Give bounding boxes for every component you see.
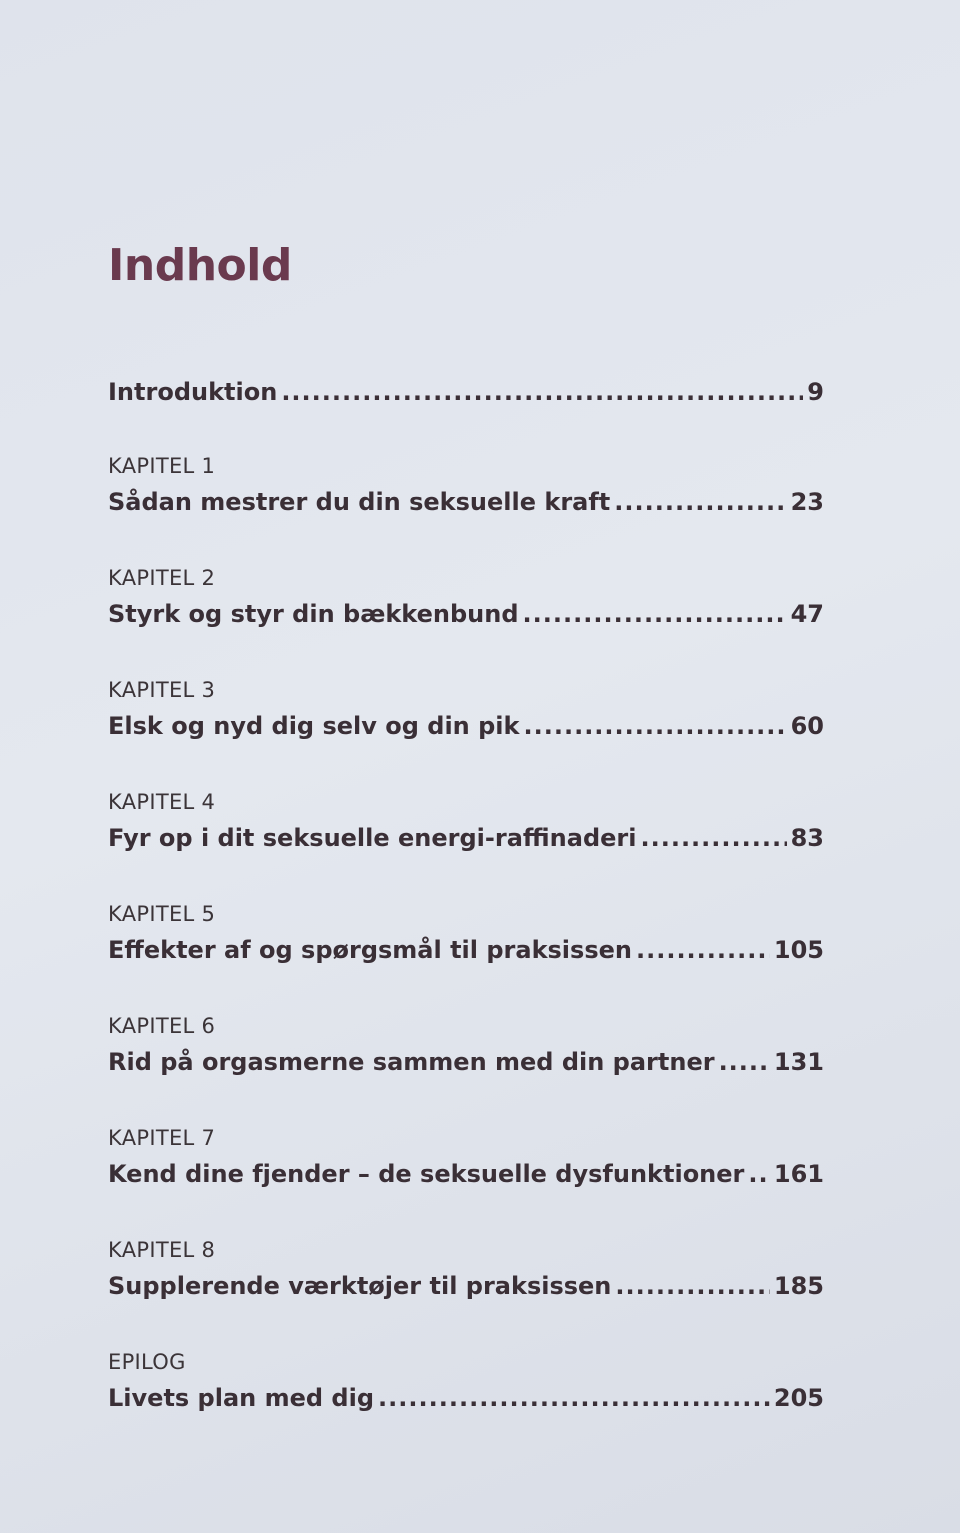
chapter-label: KAPITEL 7 (108, 1126, 216, 1150)
toc-entry-page-number: 105 (773, 936, 824, 964)
dot-leader (523, 712, 786, 740)
toc-entry-title: Styrk og styr din bækkenbund (108, 600, 519, 628)
toc-entry-line (108, 1384, 824, 1412)
chapter-label: KAPITEL 6 (108, 1014, 216, 1038)
toc-entry-page-number: 47 (790, 600, 824, 628)
toc-entry-title: Sådan mestrer du din seksuelle kraft (108, 488, 611, 516)
chapter-label: KAPITEL 3 (108, 678, 216, 702)
toc-entry-page-number: 60 (790, 712, 824, 740)
toc-entry-page-number: 205 (773, 1384, 824, 1412)
dot-leader (378, 1384, 770, 1412)
toc-entry-line (108, 378, 824, 406)
toc-entry-line (108, 600, 824, 628)
dot-leader (523, 600, 787, 628)
dot-leader (748, 1160, 770, 1188)
chapter-label: KAPITEL 5 (108, 902, 216, 926)
dot-leader (281, 378, 803, 406)
toc-entry-page-number: 161 (773, 1160, 824, 1188)
toc-entry-page-number: 83 (790, 824, 824, 852)
toc-entry-line (108, 488, 824, 516)
toc-entry-title: Supplerende værktøjer til praksissen (108, 1272, 612, 1300)
chapter-label: KAPITEL 8 (108, 1238, 216, 1262)
toc-entry-title: Rid på orgasmerne sammen med din partner (108, 1048, 715, 1076)
toc-entry-line (108, 1160, 824, 1188)
toc-entry-page-number: 9 (807, 378, 824, 406)
toc-entry-line (108, 1048, 824, 1076)
toc-entry-line (108, 824, 824, 852)
chapter-label: KAPITEL 1 (108, 454, 216, 478)
dot-leader (614, 488, 786, 516)
dot-leader (636, 936, 770, 964)
chapter-label: KAPITEL 2 (108, 566, 216, 590)
toc-entry-title: Effekter af og spørgsmål til praksissen (108, 936, 632, 964)
toc-entry-page-number: 131 (773, 1048, 824, 1076)
toc-entry-title: Livets plan med dig (108, 1384, 375, 1412)
chapter-label: KAPITEL 4 (108, 790, 216, 814)
toc-entry-title: Kend dine fjender – de seksuelle dysfunktioner (108, 1160, 745, 1188)
toc-entry-title: Fyr op i dit seksuelle energi-raffinaderi (108, 824, 637, 852)
toc-entry-page-number: 23 (790, 488, 824, 516)
toc-entry-line (108, 1272, 824, 1300)
toc-entry-line (108, 712, 824, 740)
toc-entry-page-number: 185 (773, 1272, 824, 1300)
toc-entry-title: Elsk og nyd dig selv og din pik (108, 712, 520, 740)
toc-heading: Indhold (108, 240, 292, 291)
dot-leader (615, 1272, 770, 1300)
toc-entry-title: Introduktion (108, 378, 278, 406)
chapter-label: EPILOG (108, 1350, 186, 1374)
dot-leader (719, 1048, 770, 1076)
toc-entry-line (108, 936, 824, 964)
dot-leader (640, 824, 786, 852)
